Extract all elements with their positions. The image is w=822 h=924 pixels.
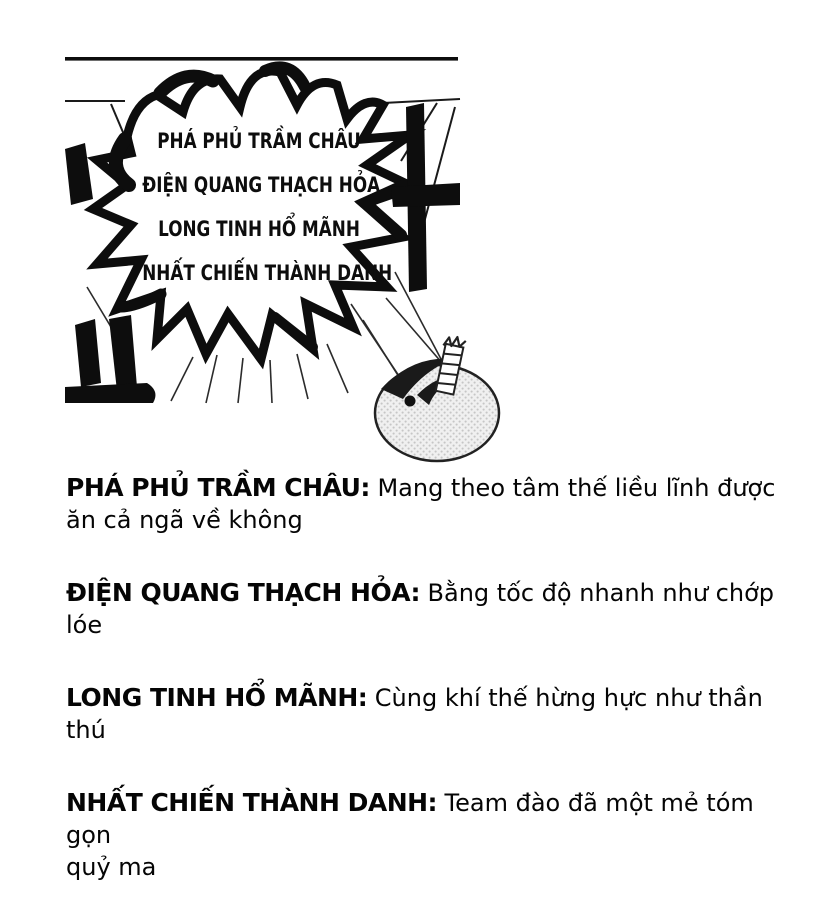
chibi-character bbox=[375, 335, 499, 461]
bubble-line: ĐIỆN QUANG THẠCH HỎA bbox=[142, 173, 381, 197]
bubble-line: NHẤT CHIẾN THÀNH DANH bbox=[142, 261, 393, 285]
manga-panel bbox=[65, 57, 460, 403]
note-term: PHÁ PHỦ TRẦM CHÂU: bbox=[66, 473, 370, 502]
bubble-line: LONG TINH HỔ MÃNH bbox=[158, 217, 360, 241]
panel-border-top bbox=[65, 57, 458, 61]
panel-artwork bbox=[65, 57, 460, 403]
note-definition: Bằng tốc độ nhanh như chớp lóe bbox=[66, 579, 774, 639]
bottom-ink-bar bbox=[65, 383, 155, 403]
translation-notes bbox=[66, 472, 790, 924]
explosion-bubble bbox=[93, 71, 413, 359]
note-term: ĐIỆN QUANG THẠCH HỎA: bbox=[66, 578, 421, 607]
bubble-line: PHÁ PHỦ TRẦM CHÂU bbox=[157, 129, 361, 153]
note-item bbox=[66, 577, 790, 641]
note-definition: Cùng khí thế hừng hực như thần thú bbox=[66, 684, 763, 744]
note-term: LONG TINH HỔ MÃNH: bbox=[66, 683, 368, 712]
note-item bbox=[66, 787, 790, 883]
note-definition: Mang theo tâm thế liều lĩnh được ăn cả ngã về không bbox=[66, 474, 776, 534]
note-term: NHẤT CHIẾN THÀNH DANH: bbox=[66, 788, 438, 817]
note-item bbox=[66, 682, 790, 746]
note-definition: Team đào đã một mẻ tóm gọn quỷ ma bbox=[66, 789, 754, 881]
note-item bbox=[66, 472, 790, 536]
chibi-eye bbox=[405, 396, 416, 407]
